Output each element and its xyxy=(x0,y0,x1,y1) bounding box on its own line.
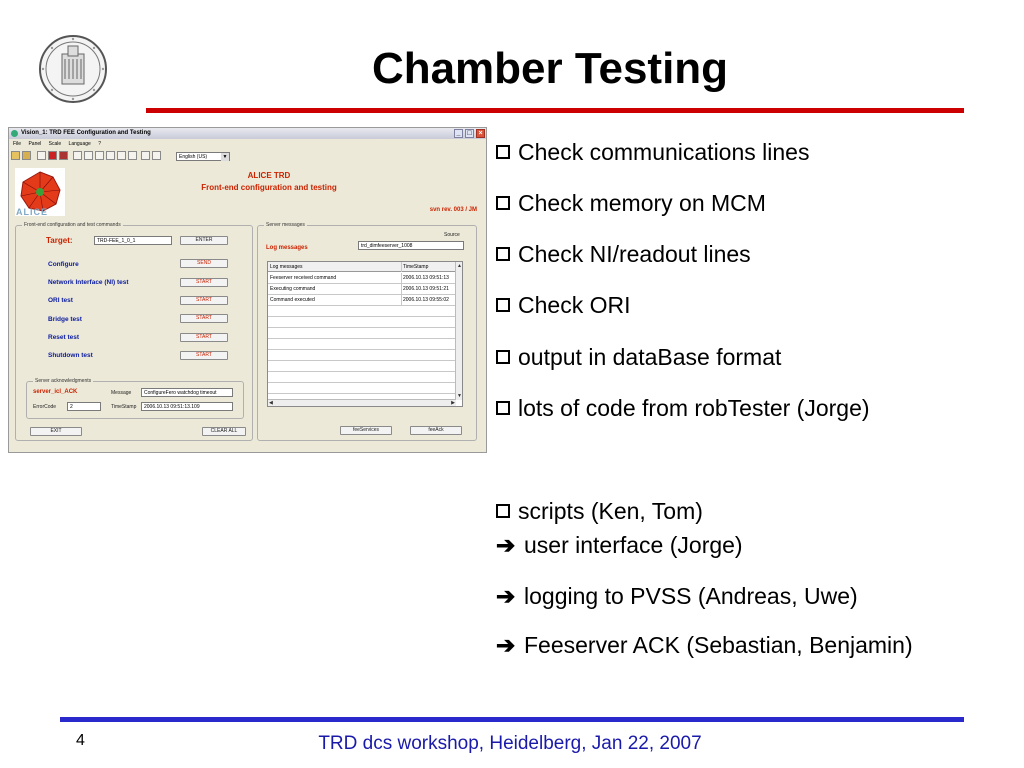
checkbox-bullet-icon xyxy=(496,504,510,518)
language-select[interactable]: English (US) ▼ xyxy=(176,152,230,161)
command-label-bridge-test: Bridge test xyxy=(48,316,82,323)
message-label: Message xyxy=(111,390,132,396)
command-label-ni-test: Network Interface (NI) test xyxy=(48,279,129,286)
footer-rule xyxy=(60,717,964,722)
fit-icon[interactable] xyxy=(95,151,104,160)
scroll-right-icon[interactable]: ▶ xyxy=(451,400,455,406)
start-shutdown-test-button[interactable]: START xyxy=(180,351,228,360)
save-folder-icon[interactable] xyxy=(22,151,31,160)
toolbar xyxy=(11,150,241,162)
errorcode-field: 2 xyxy=(67,402,101,411)
bullet-item: Check NI/readout lines xyxy=(496,241,751,268)
message-field: ConfigureFero watchdog timeout xyxy=(141,388,233,397)
menu-bar xyxy=(9,140,486,149)
menu-scale[interactable]: Scale xyxy=(48,141,62,147)
new-panel-icon[interactable] xyxy=(37,151,46,160)
feeservices-button[interactable]: feeServices xyxy=(340,426,392,435)
arrow-right-icon: ➔ xyxy=(496,632,516,658)
feeack-button[interactable]: feeAck xyxy=(410,426,462,435)
app-header-subtitle: Front-end configuration and testing xyxy=(201,183,337,192)
slide-title: Chamber Testing xyxy=(371,44,729,93)
source-label: Source xyxy=(444,232,460,238)
window-title: Vision_1: TRD FEE Configuration and Testing xyxy=(21,130,151,136)
group-label: Front-end configuration and test commands xyxy=(24,222,121,228)
table-row[interactable]: Command executed 2006.10.13 09:55:02 xyxy=(268,295,456,306)
menu-panel[interactable]: Panel xyxy=(28,141,42,147)
app-window xyxy=(8,127,487,453)
target-label: Target: xyxy=(46,236,73,245)
table-row[interactable] xyxy=(268,339,456,350)
arrow-item: ➔ user interface (Jorge) xyxy=(496,532,743,558)
svn-revision: svn rev. 003 / JM xyxy=(429,207,477,213)
clear-all-button[interactable]: CLEAR ALL xyxy=(202,427,246,436)
checkbox-bullet-icon xyxy=(496,196,510,210)
command-label-ori-test: ORI test xyxy=(48,297,73,304)
scroll-down-icon[interactable]: ▼ xyxy=(457,393,462,399)
window-icon[interactable] xyxy=(141,151,150,160)
server-name: server_icl_ACK xyxy=(33,389,78,395)
table-row[interactable] xyxy=(268,383,456,394)
alice-logo-text: ALICE xyxy=(16,207,48,217)
timestamp-label: TimeStamp xyxy=(111,404,137,410)
scroll-up-icon[interactable]: ▲ xyxy=(457,263,462,269)
bullet-item: lots of code from robTester (Jorge) xyxy=(496,395,870,422)
move-icon[interactable] xyxy=(106,151,115,160)
minimize-icon[interactable]: _ xyxy=(454,129,463,138)
group-label: Server acknowledgments xyxy=(35,378,92,384)
enter-button[interactable]: ENTER xyxy=(180,236,228,245)
start-ori-test-button[interactable]: START xyxy=(180,296,228,305)
scroll-left-icon[interactable]: ◀ xyxy=(269,400,273,406)
start-reset-test-button[interactable]: START xyxy=(180,333,228,342)
table-row[interactable] xyxy=(268,317,456,328)
maximize-icon[interactable]: □ xyxy=(465,129,474,138)
errorcode-label: ErrorCode xyxy=(33,404,57,410)
title-rule xyxy=(146,108,964,113)
checkbox-bullet-icon xyxy=(496,350,510,364)
close-icon[interactable]: × xyxy=(476,129,485,138)
app-icon xyxy=(11,130,18,137)
undo-icon[interactable] xyxy=(117,151,126,160)
start-ni-test-button[interactable]: START xyxy=(180,278,228,287)
menu-help[interactable]: ? xyxy=(98,141,101,147)
app-header-title: ALICE TRD xyxy=(247,171,291,180)
log-messages-label: Log messages xyxy=(266,245,308,251)
checkbox-bullet-icon xyxy=(496,401,510,415)
bullet-item: Check memory on MCM xyxy=(496,190,766,217)
table-row[interactable]: Feeserver received command 2006.10.13 09:51:13 xyxy=(268,273,456,284)
checkbox-bullet-icon xyxy=(496,298,510,312)
bullet-item: scripts (Ken, Tom) xyxy=(496,498,703,525)
arrow-right-icon: ➔ xyxy=(496,583,516,609)
bullet-item: Check ORI xyxy=(496,292,630,319)
zoom-out-icon[interactable] xyxy=(84,151,93,160)
arrow-item: ➔ logging to PVSS (Andreas, Uwe) xyxy=(496,583,858,609)
server-ack-group xyxy=(26,378,244,419)
table-row[interactable] xyxy=(268,372,456,383)
target-input[interactable]: TRD-FEE_1_0_1 xyxy=(94,236,172,245)
table-row[interactable]: Executing command 2006.10.13 09:51:21 xyxy=(268,284,456,295)
vertical-scrollbar[interactable] xyxy=(455,262,462,400)
checkbox-bullet-icon xyxy=(496,145,510,159)
table-row[interactable] xyxy=(268,350,456,361)
command-label-shutdown-test: Shutdown test xyxy=(48,352,93,359)
arrow-right-icon: ➔ xyxy=(496,532,516,558)
page-number: 4 xyxy=(76,732,85,749)
source-input[interactable]: trd_dimfeeserver_1008 xyxy=(358,241,464,250)
column-header-timestamp: TimeStamp xyxy=(401,262,456,272)
table-row[interactable] xyxy=(268,328,456,339)
command-label-configure: Configure xyxy=(48,261,79,268)
column-header-log: Log messages xyxy=(270,264,303,270)
timestamp-field: 2006.10.13 09:51:13.109 xyxy=(141,402,233,411)
grid-icon[interactable] xyxy=(152,151,161,160)
table-row[interactable] xyxy=(268,306,456,317)
checkbox-bullet-icon xyxy=(496,247,510,261)
send-button[interactable]: SEND xyxy=(180,259,228,268)
bullet-item: output in dataBase format xyxy=(496,344,781,371)
color-icon[interactable] xyxy=(59,151,68,160)
footer-text: TRD dcs workshop, Heidelberg, Jan 22, 2007 xyxy=(318,733,702,754)
table-header xyxy=(268,262,456,272)
window-titlebar xyxy=(9,128,486,139)
bullet-item: Check communications lines xyxy=(496,139,809,166)
print-icon[interactable] xyxy=(128,151,137,160)
zoom-in-icon[interactable] xyxy=(73,151,82,160)
university-seal-logo xyxy=(38,34,108,104)
command-label-reset-test: Reset test xyxy=(48,334,80,341)
log-table[interactable] xyxy=(267,261,463,407)
exit-button[interactable]: EXIT xyxy=(30,427,82,436)
group-label: Server messages xyxy=(266,222,305,228)
edit-icon[interactable] xyxy=(48,151,57,160)
chevron-down-icon: ▼ xyxy=(222,154,228,160)
open-folder-icon[interactable] xyxy=(11,151,20,160)
menu-language[interactable]: Language xyxy=(68,141,91,147)
horizontal-scrollbar[interactable] xyxy=(268,399,456,406)
start-bridge-test-button[interactable]: START xyxy=(180,314,228,323)
menu-file[interactable]: File xyxy=(13,141,22,147)
commands-group xyxy=(15,222,253,441)
arrow-item: ➔ Feeserver ACK (Sebastian, Benjamin) xyxy=(496,632,913,658)
table-row[interactable] xyxy=(268,361,456,372)
